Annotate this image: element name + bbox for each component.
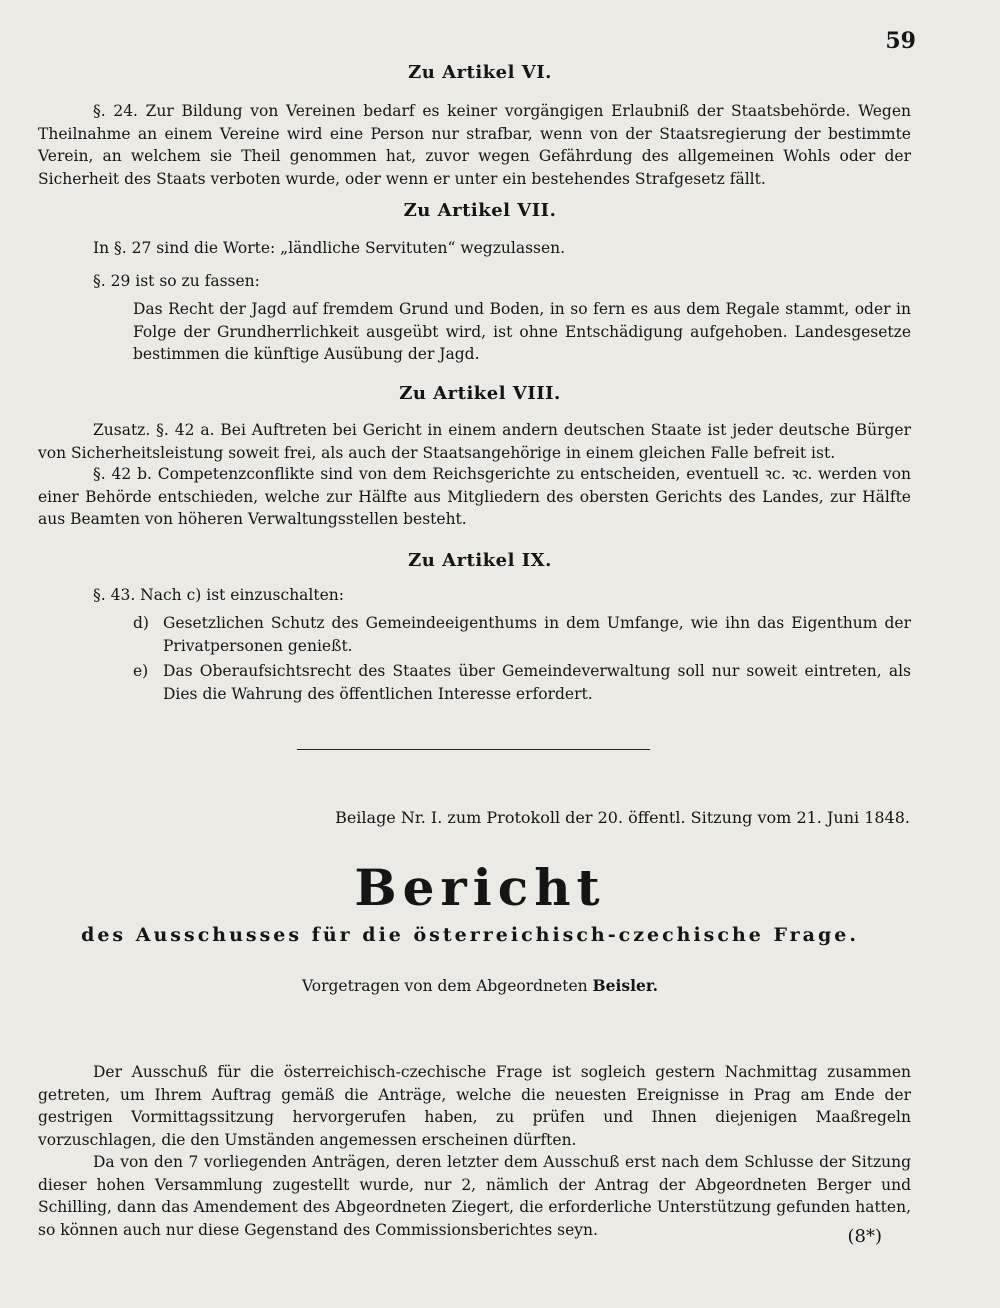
- heading-artikel-viii: Zu Artikel VIII.: [399, 383, 561, 404]
- bericht-paragraph-2: [38, 1151, 911, 1241]
- bericht-subtitle: des Ausschusses für die österreichisch-czechische Frage.: [81, 924, 859, 946]
- paragraph-section-42a: [38, 419, 911, 464]
- paragraph-text: §. 43. Nach c) ist einzuschalten:: [93, 586, 344, 604]
- heading-artikel-ix: Zu Artikel IX.: [408, 550, 552, 571]
- item-d-label: d): [133, 614, 149, 632]
- bericht-paragraph-1: [38, 1061, 911, 1151]
- presenter-line: [0, 976, 960, 995]
- page-number: 59: [885, 28, 916, 54]
- paragraph-text: Da von den 7 vorliegenden Anträgen, deren letzter dem Ausschuß erst nach dem Schlusse der Sitzung dieser hohen Versammlung zugestellt wurde, nur 2, nämlich der Antrag der Abgeordneten Berger und Schilling, dann das Amendement des Abgeordneten Ziegert, die erforderliche Unterstützung gefunden hatten, so können auch nur diese Gegenstand des Commissionsberichtes seyn.: [38, 1153, 911, 1239]
- paragraph-section-43: [38, 584, 911, 607]
- heading-artikel-vii: Zu Artikel VII.: [403, 200, 557, 221]
- paragraph-text: §. 29 ist so zu fassen:: [93, 272, 260, 290]
- presenter-name: Beisler.: [592, 976, 659, 995]
- paragraph-text: Der Ausschuß für die österreichisch-czechische Frage ist sogleich gestern Nachmittag zusammen getreten, um Ihrem Auftrag gemäß die Anträge, welche die neuesten Ereignisse in Prag am Ende der gestrigen Vormittagssitzung hervorgerufen haben, zu prüfen und Ihnen diejenigen Maaßregeln vorzuschlagen, die den Umständen angemessen erscheinen dürften.: [38, 1063, 911, 1149]
- paragraph-section-24: [38, 100, 911, 190]
- paragraph-text: In §. 27 sind die Worte: „ländliche Servituten“ wegzulassen.: [93, 239, 566, 257]
- paragraph-text: §. 42 b. Competenzconflikte sind von dem Reichsgerichte zu entscheiden, eventuell ꝛc. ꝛc. werden von einer Behörde entschieden, welche zur Hälfte aus Mitgliedern des obersten Gerichts des Landes, zur Hälfte aus Beamten von höheren Verwaltungsstellen besteht.: [38, 465, 911, 528]
- paragraph-section-29: [38, 270, 911, 293]
- bericht-title: Bericht: [354, 858, 606, 917]
- paragraph-section-27: [38, 237, 911, 260]
- quote-jagdrecht: Das Recht der Jagd auf fremdem Grund und Boden, in so fern es aus dem Regale stammt, oder in Folge der Grundherrlichkeit ausgeübt wird, ist ohne Entschädigung aufgehoben. Landesgesetze bestimmen die künftige Ausübung der Jagd.: [133, 300, 911, 363]
- item-e-label: e): [133, 662, 149, 680]
- horizontal-rule: [297, 749, 650, 750]
- heading-artikel-vi: Zu Artikel VI.: [408, 62, 552, 83]
- presenter-prefix: Vorgetragen von dem Abgeordneten: [301, 977, 588, 995]
- paragraph-text: Zusatz. §. 42 a. Bei Auftreten bei Gericht in einem andern deutschen Staate ist jeder deutsche Bürger von Sicherheitsleistung soweit frei, als auch der Staatsangehörige in einem gleichen Falle befreit ist.: [38, 421, 911, 462]
- signature-mark: (8*): [847, 1226, 882, 1247]
- paragraph-text: §. 24. Zur Bildung von Vereinen bedarf es keiner vorgängigen Erlaubniß der Staatsbehörde. Wegen Theilnahme an einem Vereine wird eine Person nur strafbar, wenn von der Staatsregierung der bestimmte Verein, an welchem sie Theil genommen hat, zuvor wegen Gefährdung des allgemeinen Wohls oder der Sicherheit des Staats verboten wurde, oder wenn er unter ein bestehendes Strafgesetz fällt.: [38, 102, 911, 188]
- paragraph-section-42b: [38, 463, 911, 531]
- beilage-line: Beilage Nr. I. zum Protokoll der 20. öffentl. Sitzung vom 21. Juni 1848.: [335, 808, 910, 827]
- item-e-text: Das Oberaufsichtsrecht des Staates über Gemeindeverwaltung soll nur soweit eintreten, als Dies die Wahrung des öffentlichen Interesse erfordert.: [163, 662, 911, 703]
- item-d-text: Gesetzlichen Schutz des Gemeindeeigenthums in dem Umfange, wie ihn das Eigenthum der Privatpersonen genießt.: [163, 614, 911, 655]
